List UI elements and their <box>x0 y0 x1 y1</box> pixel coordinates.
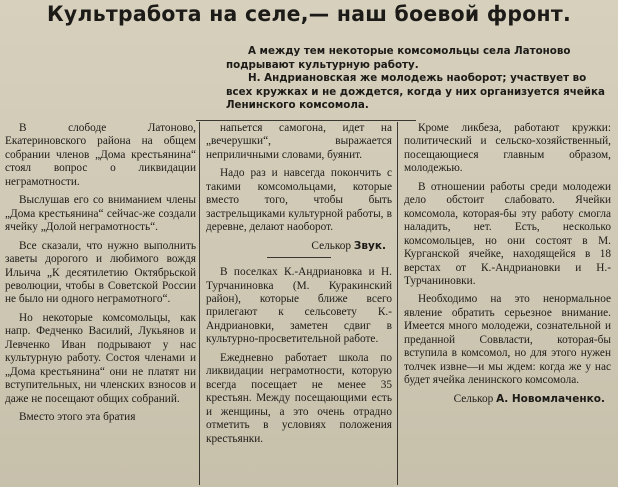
column-1 <box>5 122 196 487</box>
paragraph: В поселках К.-Андриановка и Н. Турчаниновка (М. Куракинский район), которые ближе всего прилегают к сельсовету К.-Андриановки, заметен сдвиг в культурно-просветительной работе. <box>206 266 392 346</box>
divider-top <box>196 120 416 121</box>
lead-paragraph <box>226 45 611 113</box>
paragraph: В слободе Латоново, Екатериновского района на общем собрании членов „Дома крестьянина“ стоял вопрос о ликвидации неграмотности. <box>5 122 196 188</box>
column-2 <box>206 122 392 487</box>
paragraph: Вместо этого эта братия <box>19 411 136 424</box>
paragraph: Выслушав его со вниманием члены „Дома крестьянина“ сейчас-же создали ячейку „Долой неграмотность“. <box>5 194 196 234</box>
column-divider-1 <box>199 122 200 485</box>
signature-prefix: Селькор <box>311 239 352 252</box>
column-3 <box>404 122 611 487</box>
signature-name: Звук. <box>353 239 386 252</box>
signature-name: А. Новомлаченко. <box>496 392 605 405</box>
paragraph: Необходимо на это ненормальное явление обратить серьезное внимание. Имеется много молодежи, сознательной и преданной Соввласти, которая-бы вступила в комсомол, но для этого нужен толчек извне—и мы ждем: когда же у нас будет ячейка ленинского комсомола. <box>404 293 611 387</box>
paragraph: Все сказали, что нужно выполнить заветы дорогого и любимого вождя Ильича „К десятилетию Октябрьской революции, чтобы в Советской России не было ни одного неграмотного“. <box>5 239 196 306</box>
headline: Культработа на селе,— наш боевой фронт. <box>46 2 572 26</box>
paragraph: Надо раз и навсегда покончить с такими комсомольцами, которые вместо того, чтобы быть застрельщиками культурной работы, в деревне, делают наоборот. <box>206 167 392 234</box>
column-divider-2 <box>397 122 398 485</box>
paragraph: В отношении работы среди молодежи дело обстоит слабовато. Ячейки комсомола, которая-бы эту работу смогла наладить, нет. Есть, несколько комсомольцев, но они состоят в М. Курганской ячейке, находящейся в 18 верстах от К.-Андриановки и Н.-Турчаниновки. <box>404 180 611 287</box>
paragraph: Кроме ликбеза, работают кружки: политический и сельско-хозяйственный, посещающиеся главным образом, молодежью. <box>404 122 611 175</box>
article-separator <box>267 257 331 258</box>
lead-text-1: А между тем некоторые комсомольцы села Латоново подрывают культурную работу. <box>226 45 571 71</box>
paragraph: Ежедневно работает школа по ликвидации неграмотности, которую всегда посещает не менее 35 крестьян. Между посещающими есть и женщины, а это очень отрадно отметить в условиях положения крестьянки. <box>206 351 392 445</box>
paragraph: Но некоторые комсомольцы, как напр. Федченко Василий, Лукьянов и Левченко Иван подрывают у нас культурную работу. Состоя членами и „Дома крестьянина“ они не платят ни вступительных, ни членских взносов и даже не посещают общих собраний. <box>5 311 196 405</box>
signature-zvuk <box>206 240 386 253</box>
paragraph: напьется самогона, идет на „вечерушки“, выражается неприличными словами, буянит. <box>206 122 392 161</box>
signature-prefix: Селькор <box>453 392 494 405</box>
signature-novomlachenko <box>404 393 605 406</box>
lead-text-2: Н. Андриановская же молодежь наоборот; участвует во всех кружках и не дождется, когда у них организуется ячейка Ленинского комсомола. <box>226 72 605 112</box>
